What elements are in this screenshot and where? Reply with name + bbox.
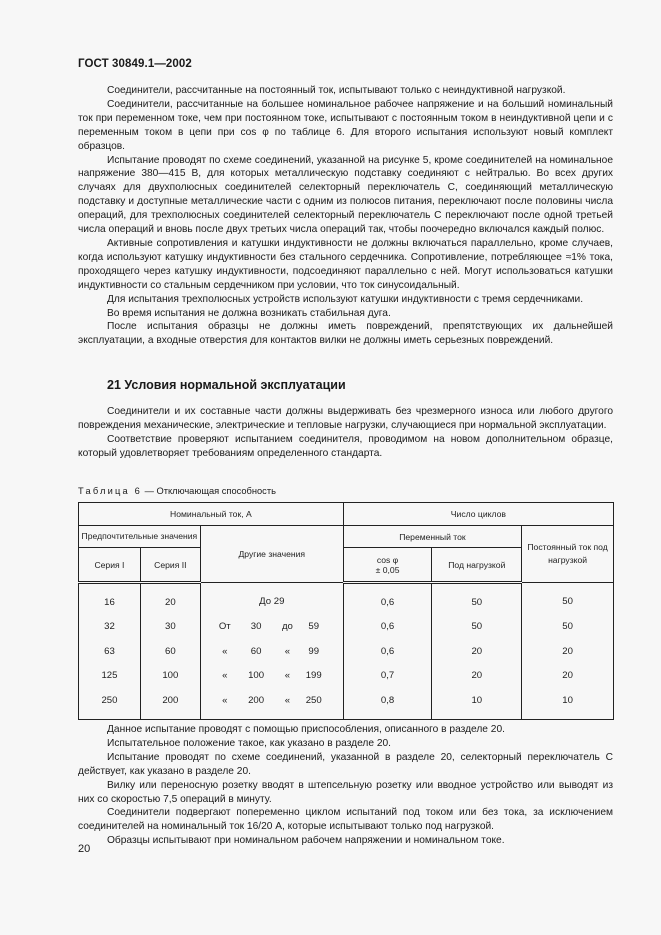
section-heading: 21 Условия нормальной эксплуатации [107, 378, 346, 392]
paragraph: Испытательное положение такое, как указано в разделе 20. [107, 737, 392, 749]
cell-series-1: 32 [79, 615, 141, 640]
range-to: « [284, 670, 291, 682]
header-ac-under-load: Под нагрузкой [432, 548, 522, 583]
paragraph: Испытание проводят по схеме соединений, указанной в разделе 20, селекторный переключатель С действует, как указано в разделе 20. [78, 751, 613, 777]
table-row [79, 688, 614, 719]
cos-phi-tolerance: ± 0,05 [375, 564, 400, 575]
table-caption-title: Отключающая способность [156, 486, 276, 496]
paragraph: Соответствие проверяют испытанием соединителя, проводимом на новом дополнительном образце, который удовлетворяет требованиям определенного стандарта. [78, 433, 613, 459]
cos-phi-label: cos φ [376, 554, 399, 565]
paragraph: Активные сопротивления и катушки индуктивности не должны включаться параллельно, кроме случаев, когда используют катушку индуктивности без стального сердечника. Сопротивление, потребляющее ≈1% тока, проходящего через катушку индуктивности, подсоединяют параллельно с ней. Могут использоваться катушки индуктивности со стальным сердечником при условии, что ток синусоидальный. [78, 237, 613, 291]
table-caption-label: Таблица 6 [78, 486, 143, 496]
cell-series-1: 125 [79, 664, 141, 689]
table-row [79, 639, 614, 664]
range-from: От [218, 621, 231, 633]
breaking-capacity-table [78, 502, 614, 720]
cell-other-values [200, 615, 343, 640]
cell-other-values [200, 639, 343, 664]
paragraph: Образцы испытывают при номинальном рабочем напряжении и номинальном токе. [107, 835, 505, 847]
cell-dc-load-cycles: 50 [522, 583, 614, 615]
cell-series-2: 30 [140, 615, 200, 640]
table-row [79, 583, 614, 615]
range-upper: 59 [308, 621, 320, 633]
cell-ac-load-cycles: 10 [432, 688, 522, 719]
cell-series-2: 200 [140, 688, 200, 719]
cell-dc-load-cycles: 50 [522, 615, 614, 640]
cell-series-1: 16 [79, 583, 141, 615]
range-lower: 100 [248, 670, 265, 682]
cell-dc-load-cycles: 20 [522, 639, 614, 664]
paragraph: Во время испытания не должна возникать стабильная дуга. [107, 307, 391, 319]
paragraph: После испытания образцы не должны иметь повреждений, препятствующих их дальнейшей эксплуатации, а входные отверстия для контактов вилки не должны иметь серьезных повреждений. [78, 321, 613, 347]
cell-series-1: 63 [79, 639, 141, 664]
cell-ac-load-cycles: 50 [432, 583, 522, 615]
table-row [79, 615, 614, 640]
header-dc-under-load: Постоянный ток под нагрузкой [522, 526, 614, 583]
header-ac: Переменный ток [343, 526, 521, 548]
cell-dc-load-cycles: 20 [522, 664, 614, 689]
section-text-block [78, 405, 613, 461]
range-upper: 250 [305, 694, 322, 706]
range-from: « [222, 694, 228, 706]
post-table-text-block [78, 723, 613, 848]
standard-designation: ГОСТ 30849.1—2002 [78, 58, 192, 70]
paragraph: Испытание проводят по схеме соединений, указанной на рисунке 5, кроме соединителей на номинальное напряжение 380—415 В, для которых металлическую подставку соединяют с нейтралью. Во всех других случаях для двухполюсных соединителей селекторный переключатель С, соединяющий металлическую подставку и доступные металлические части с одним из полюсов питания, переключают после половины числа операций, для трехполюсных соединителей селекторный переключатель С переключают после одной третьей числа операций и вновь после двух третьих числа операций так, чтобы поочередно включался каждый полюс. [78, 154, 613, 236]
page-number: 20 [78, 843, 91, 855]
table-caption-dash: — [142, 486, 157, 496]
paragraph: Для испытания трехполюсных устройств используют катушки индуктивности с тремя сердечниками. [107, 293, 584, 305]
header-other-values: Другие значения [200, 526, 343, 583]
range-to: « [284, 645, 291, 657]
cell-other-values [200, 664, 343, 689]
header-series-2: Серия II [140, 548, 200, 583]
cell-series-2: 60 [140, 639, 200, 664]
cell-series-1: 250 [79, 688, 141, 719]
table-caption [78, 486, 276, 496]
header-cos-phi [343, 548, 432, 583]
cell-other-values: До 29 [200, 583, 343, 615]
cell-series-2: 20 [140, 583, 200, 615]
paragraph: Данное испытание проводят с помощью приспособления, описанного в разделе 20. [107, 724, 505, 735]
cell-cos-phi: 0,6 [343, 639, 432, 664]
cell-ac-load-cycles: 20 [432, 664, 522, 689]
cell-cos-phi: 0,7 [343, 664, 432, 689]
cell-other-values [200, 688, 343, 719]
table-row [79, 664, 614, 689]
range-upper: 199 [305, 670, 322, 682]
range-to: до [281, 621, 293, 633]
cell-ac-load-cycles: 50 [432, 615, 522, 640]
paragraph: Соединители подвергают попеременно циклом испытаний под током или без тока, за исключением соединителей на номинальный ток 16/20 А, которые испытывают только под нагрузкой. [78, 807, 613, 833]
cell-cos-phi: 0,6 [343, 583, 432, 615]
range-from: « [222, 645, 228, 657]
cell-cos-phi: 0,6 [343, 615, 432, 640]
header-nominal-current: Номинальный ток, А [79, 503, 344, 526]
cell-cos-phi: 0,8 [343, 688, 432, 719]
cell-ac-load-cycles: 20 [432, 639, 522, 664]
range-upper: 99 [308, 645, 320, 657]
paragraph: Соединители, рассчитанные на большее номинальное рабочее напряжение и на больший номинальный ток при переменном токе, чем при постоянном токе, испытывают с постоянным током в неиндуктивной цепи и с переменным током в цепи при cos φ по таблице 6. Для второго испытания используют новый комплект образцов. [78, 98, 613, 152]
range-lower: 30 [250, 621, 262, 633]
header-series-1: Серия I [79, 548, 141, 583]
range-to: « [284, 694, 291, 706]
cell-series-2: 100 [140, 664, 200, 689]
range-lower: 60 [250, 645, 262, 657]
paragraph: Соединители, рассчитанные на постоянный ток, испытывают только с неиндуктивной нагрузкой. [107, 85, 566, 96]
range-lower: 200 [248, 694, 265, 706]
paragraph: Вилку или переносную розетку вводят в штепсельную розетку или вводное устройство или выводят из них со скоростью 7,5 операций в минуту. [78, 779, 613, 805]
intro-text-block [78, 84, 613, 348]
cell-dc-load-cycles: 10 [522, 688, 614, 719]
paragraph: Соединители и их составные части должны выдерживать без чрезмерного износа или любого другого повреждения механические, электрические и тепловые нагрузки, случающиеся при нормальной эксплуатации. [78, 406, 613, 431]
range-from: « [222, 670, 228, 682]
header-cycles: Число циклов [343, 503, 613, 526]
header-preferred-values: Предпочтительные значения [79, 526, 201, 548]
